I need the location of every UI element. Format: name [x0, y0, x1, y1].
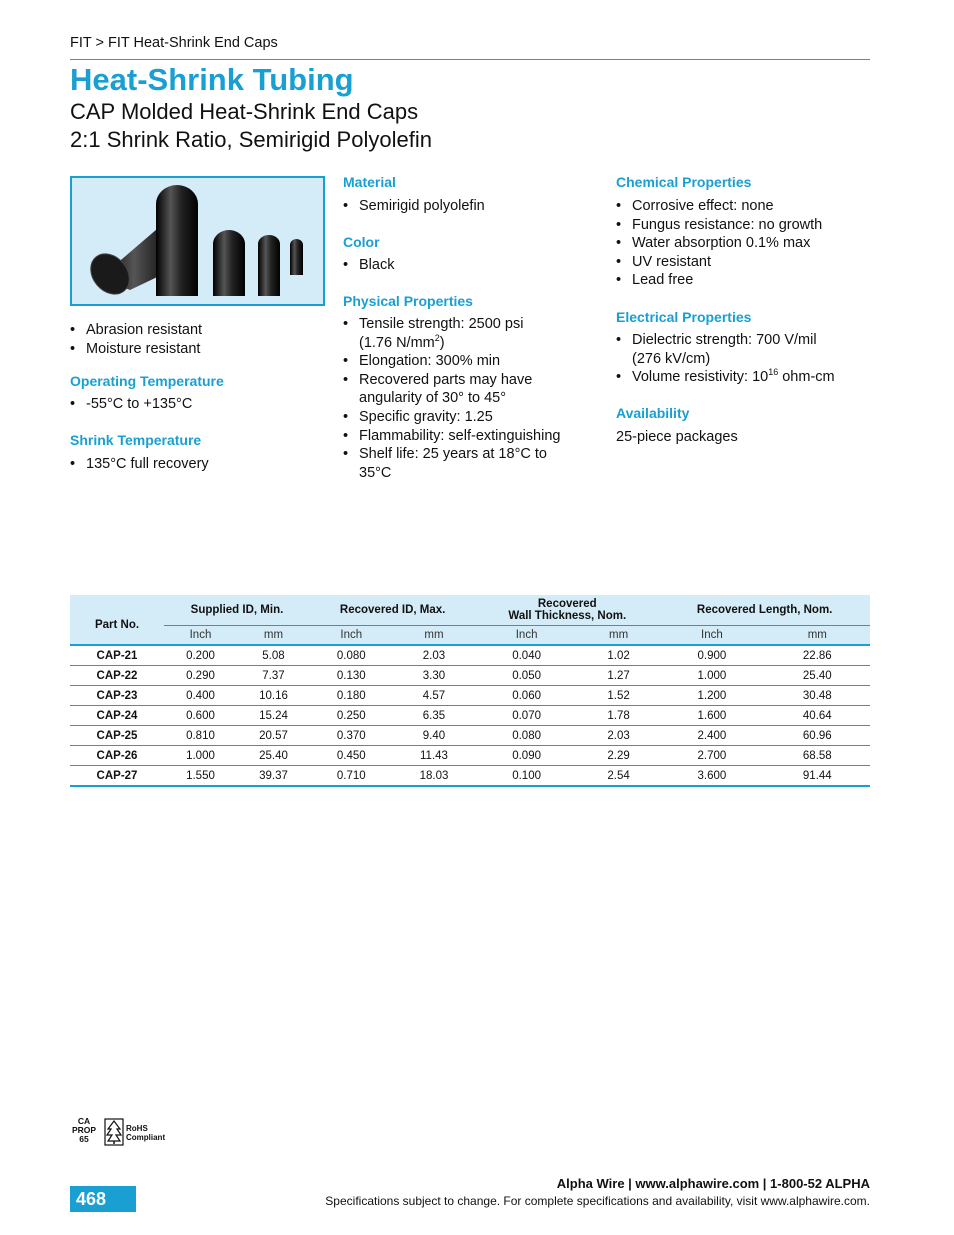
table-cell: 0.060 — [475, 686, 578, 706]
list-item — [616, 368, 870, 387]
breadcrumb: FIT > FIT Heat-Shrink End Caps — [70, 35, 278, 51]
table-cell: 0.290 — [164, 666, 237, 686]
table-cell: 0.040 — [475, 645, 578, 666]
tensile-close: ) — [439, 334, 445, 351]
list-item — [616, 331, 870, 368]
table-cell: 7.37 — [237, 666, 310, 686]
availability-text: 25-piece packages — [616, 429, 738, 445]
product-image — [70, 176, 325, 306]
table-cell: 1.27 — [578, 666, 659, 686]
list-item: • -55°C to +135°C — [70, 395, 320, 414]
material-heading: Material — [343, 174, 396, 190]
list-item — [343, 315, 598, 352]
color-list — [343, 256, 603, 275]
unit-cell: Inch — [310, 626, 393, 646]
part-number-cell: CAP-22 — [70, 666, 164, 686]
part-number-cell: CAP-26 — [70, 746, 164, 766]
table-cell: 6.35 — [393, 706, 476, 726]
footer-note: Specifications subject to change. For complete specifications and availability, visit www.alphawire.com. — [325, 1194, 870, 1208]
material-list — [343, 197, 603, 216]
part-number-cell: CAP-25 — [70, 726, 164, 746]
tall-cap-shape — [156, 185, 198, 296]
list-item: • Flammability: self-extinguishing — [343, 427, 598, 446]
table-row — [70, 666, 870, 686]
table-cell: 2.400 — [659, 726, 764, 746]
header-recovered-id: Recovered ID, Max. — [310, 595, 475, 626]
table-row — [70, 726, 870, 746]
physical-properties-heading: Physical Properties — [343, 293, 473, 309]
list-item: • Corrosive effect: none — [616, 197, 870, 216]
table-header-row — [70, 595, 870, 626]
prop-line-1: CA — [77, 1116, 91, 1126]
availability-heading: Availability — [616, 405, 690, 421]
volume-prefix: Volume resistivity: 10 — [632, 369, 769, 386]
table-body — [70, 645, 870, 786]
table-cell: 4.57 — [393, 686, 476, 706]
subtitle-line-2: 2:1 Shrink Ratio, Semirigid Polyolefin — [70, 127, 432, 152]
table-cell: 0.900 — [659, 645, 764, 666]
table-cell: 5.08 — [237, 645, 310, 666]
table-cell: 11.43 — [393, 746, 476, 766]
table-row — [70, 686, 870, 706]
end-caps-illustration — [72, 178, 323, 304]
unit-cell: Inch — [475, 626, 578, 646]
shrink-temperature-list — [70, 455, 320, 474]
unit-cell: Inch — [164, 626, 237, 646]
part-number-cell: CAP-24 — [70, 706, 164, 726]
list-item: • Moisture resistant — [70, 340, 320, 359]
table-cell: 30.48 — [765, 686, 870, 706]
table-cell: 3.30 — [393, 666, 476, 686]
unit-cell: mm — [765, 626, 870, 646]
ca-prop-65-badge — [70, 1117, 98, 1144]
table-cell: 2.03 — [393, 645, 476, 666]
rohs-line-2: Compliant — [126, 1133, 166, 1142]
prop-line-3: 65 — [79, 1134, 89, 1144]
table-cell: 0.070 — [475, 706, 578, 726]
list-item: • UV resistant — [616, 253, 870, 272]
table-cell: 0.600 — [164, 706, 237, 726]
table-cell: 0.180 — [310, 686, 393, 706]
table-cell: 0.710 — [310, 766, 393, 787]
part-number-cell: CAP-21 — [70, 645, 164, 666]
table-row — [70, 766, 870, 787]
tiny-cap-shape — [290, 239, 303, 275]
tensile-line-1: Tensile strength: 2500 psi — [359, 316, 524, 332]
header-part-no: Part No. — [70, 595, 164, 645]
chemical-properties-list — [616, 197, 870, 290]
tensile-line-2: (1.76 N/mm — [359, 334, 435, 351]
dielectric-line-1: Dielectric strength: 700 V/mil — [632, 332, 817, 348]
table-cell: 39.37 — [237, 766, 310, 787]
list-item: • Elongation: 300% min — [343, 352, 598, 371]
table-cell: 68.58 — [765, 746, 870, 766]
volume-superscript: 16 — [768, 367, 779, 378]
table-cell: 0.100 — [475, 766, 578, 787]
page-title: Heat-Shrink Tubing — [70, 62, 354, 97]
table-cell: 40.64 — [765, 706, 870, 726]
unit-cell: Inch — [659, 626, 764, 646]
table-cell: 10.16 — [237, 686, 310, 706]
physical-properties-list — [343, 315, 598, 482]
electrical-properties-heading: Electrical Properties — [616, 309, 752, 325]
tensile-superscript: 2 — [434, 332, 440, 343]
table-row — [70, 706, 870, 726]
electrical-properties-list — [616, 331, 870, 387]
table-cell: 1.52 — [578, 686, 659, 706]
table-cell: 1.200 — [659, 686, 764, 706]
table-cell: 22.86 — [765, 645, 870, 666]
table-cell: 20.57 — [237, 726, 310, 746]
part-number-cell: CAP-27 — [70, 766, 164, 787]
table-row — [70, 645, 870, 666]
list-item: • Fungus resistance: no growth — [616, 216, 870, 235]
table-cell: 0.810 — [164, 726, 237, 746]
unit-cell: mm — [578, 626, 659, 646]
table-cell: 0.400 — [164, 686, 237, 706]
list-item: • Shelf life: 25 years at 18°C to 35°C — [343, 445, 569, 482]
list-item: • Abrasion resistant — [70, 321, 320, 340]
table-cell: 0.080 — [310, 645, 393, 666]
header-recovered-length: Recovered Length, Nom. — [659, 595, 870, 626]
table-cell: 9.40 — [393, 726, 476, 746]
table-cell: 15.24 — [237, 706, 310, 726]
table-cell: 91.44 — [765, 766, 870, 787]
color-heading: Color — [343, 234, 380, 250]
list-item: • Semirigid polyolefin — [343, 197, 603, 216]
table-cell: 0.090 — [475, 746, 578, 766]
small-cap-shape — [258, 235, 280, 296]
chemical-properties-heading: Chemical Properties — [616, 174, 752, 190]
table-cell: 25.40 — [765, 666, 870, 686]
wall-header-line-2: Wall Thickness, Nom. — [508, 610, 627, 622]
list-item: • Specific gravity: 1.25 — [343, 408, 598, 427]
table-cell: 0.200 — [164, 645, 237, 666]
rohs-tree-icon — [104, 1118, 124, 1146]
list-item: • Black — [343, 256, 603, 275]
page-number: 468 — [70, 1186, 136, 1212]
table-cell: 0.450 — [310, 746, 393, 766]
header-wall-thickness — [475, 595, 659, 626]
list-item: • 135°C full recovery — [70, 455, 320, 474]
table-cell: 1.02 — [578, 645, 659, 666]
list-item: • Recovered parts may have angularity of 30° to 45° — [343, 371, 598, 408]
table-cell: 1.600 — [659, 706, 764, 726]
spec-table — [70, 595, 870, 787]
list-item: • Water absorption 0.1% max — [616, 234, 870, 253]
table-cell: 1.000 — [164, 746, 237, 766]
unit-cell: mm — [237, 626, 310, 646]
dielectric-line-2: (276 kV/cm) — [632, 350, 711, 367]
table-unit-row — [70, 626, 870, 646]
rohs-icon — [104, 1118, 124, 1151]
table-cell: 1.78 — [578, 706, 659, 726]
unit-cell: mm — [393, 626, 476, 646]
table-cell: 2.29 — [578, 746, 659, 766]
table-row — [70, 746, 870, 766]
table-cell: 25.40 — [237, 746, 310, 766]
table-cell: 0.130 — [310, 666, 393, 686]
table-cell: 0.250 — [310, 706, 393, 726]
rohs-line-1: RoHS — [126, 1124, 148, 1133]
footer-contact: Alpha Wire | www.alphawire.com | 1-800-52 ALPHA — [556, 1176, 870, 1191]
medium-cap-shape — [213, 230, 245, 296]
table-cell: 0.370 — [310, 726, 393, 746]
page-subtitle — [70, 98, 432, 154]
operating-temperature-heading: Operating Temperature — [70, 373, 224, 389]
table-cell: 0.050 — [475, 666, 578, 686]
header-rule — [70, 59, 870, 60]
table-cell: 2.54 — [578, 766, 659, 787]
table-cell: 3.600 — [659, 766, 764, 787]
table-cell: 2.03 — [578, 726, 659, 746]
part-number-cell: CAP-23 — [70, 686, 164, 706]
feature-list — [70, 321, 320, 358]
shrink-temperature-heading: Shrink Temperature — [70, 432, 202, 448]
table-cell: 1.000 — [659, 666, 764, 686]
list-item: • Lead free — [616, 271, 870, 290]
table-cell: 0.080 — [475, 726, 578, 746]
wall-header-line-1: Recovered — [537, 598, 597, 610]
table-cell: 60.96 — [765, 726, 870, 746]
rohs-label — [126, 1124, 165, 1142]
prop-line-2: PROP — [71, 1125, 97, 1135]
table-cell: 1.550 — [164, 766, 237, 787]
header-supplied-id: Supplied ID, Min. — [164, 595, 310, 626]
subtitle-line-1: CAP Molded Heat-Shrink End Caps — [70, 99, 419, 124]
operating-temperature-list — [70, 395, 320, 414]
table-cell: 18.03 — [393, 766, 476, 787]
table-cell: 2.700 — [659, 746, 764, 766]
volume-suffix: ohm-cm — [778, 369, 835, 386]
